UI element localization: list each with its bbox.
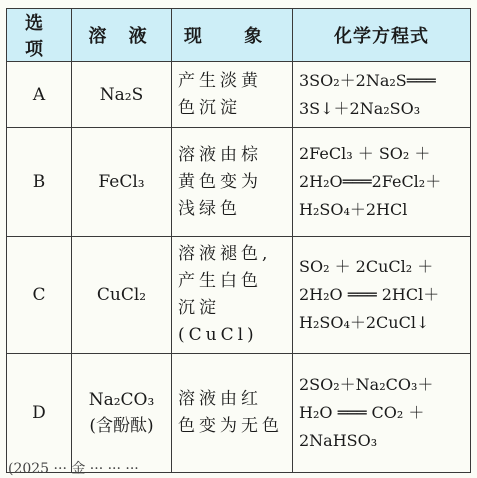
solution-line: Na₂CO₃: [88, 390, 155, 410]
solution-cell: [72, 237, 172, 354]
reaction-table: [6, 8, 471, 473]
table-header-row: [7, 9, 471, 62]
solution-line: (含酚酞): [89, 416, 154, 436]
phenomenon-line: 产生淡黄: [178, 70, 262, 91]
table-row: [7, 354, 471, 473]
option-cell: D: [7, 354, 72, 473]
equation-line: SO₂ ＋ 2CuCl₂ ＋: [299, 257, 434, 276]
header-solution: 溶 液: [72, 9, 172, 62]
equation-line: 2H₂O═══2FeCl₂＋: [299, 172, 442, 191]
equation-line: 2H₂O ═══ 2HCl＋: [299, 285, 440, 304]
equation-line: 3SO₂＋2Na₂S═══: [299, 70, 436, 90]
phenomenon-line: 色变为无色: [178, 416, 283, 436]
header-option: 选 项: [7, 9, 72, 62]
phenomenon-cell: [172, 237, 293, 354]
equation-line: H₂SO₄＋2CuCl↓: [299, 313, 430, 332]
solution-cell: [72, 128, 172, 237]
solution-line: CuCl₂: [96, 285, 147, 305]
option-cell: C: [7, 237, 72, 354]
equation-line: 2NaHSO₃: [299, 431, 378, 450]
cut-off-footnote: (2025 ··· 金 ··· ··· ···: [8, 461, 139, 477]
phenomenon-line: 溶液由棕: [178, 144, 262, 165]
phenomenon-line: 浅绿色: [178, 198, 241, 219]
equation-line: 3S↓＋2Na₂SO₃: [299, 98, 421, 118]
phenomenon-cell: [172, 128, 293, 237]
equation-cell: [293, 128, 471, 237]
equation-cell: [293, 62, 471, 128]
phenomenon-line: 沉淀(CuCl): [178, 298, 258, 345]
phenomenon-line: 产生白色: [178, 271, 262, 291]
equation-line: H₂SO₄＋2HCl: [299, 200, 408, 219]
solution-cell: [72, 62, 172, 128]
header-equation: 化学方程式: [293, 9, 471, 62]
phenomenon-cell: [172, 354, 293, 473]
table-row: [7, 237, 471, 354]
solution-line: FeCl₃: [98, 172, 145, 192]
phenomenon-line: 溶液由红: [178, 389, 262, 409]
equation-line: H₂O ═══ CO₂ ＋: [299, 403, 425, 422]
phenomenon-line: 黄色变为: [178, 171, 262, 192]
option-cell: A: [7, 62, 72, 128]
solution-cell: [72, 354, 172, 473]
equation-line: 2SO₂＋Na₂CO₃＋: [299, 375, 434, 394]
phenomenon-line: 色沉淀: [178, 97, 241, 118]
table-row: [7, 128, 471, 237]
table-row: [7, 62, 471, 128]
solution-line: Na₂S: [99, 84, 144, 105]
header-phenomenon: 现 象: [172, 9, 293, 62]
equation-line: 2FeCl₃ ＋ SO₂ ＋: [299, 144, 431, 163]
equation-cell: [293, 354, 471, 473]
phenomenon-line: 溶液褪色,: [178, 244, 272, 264]
phenomenon-cell: [172, 62, 293, 128]
equation-cell: [293, 237, 471, 354]
option-cell: B: [7, 128, 72, 237]
